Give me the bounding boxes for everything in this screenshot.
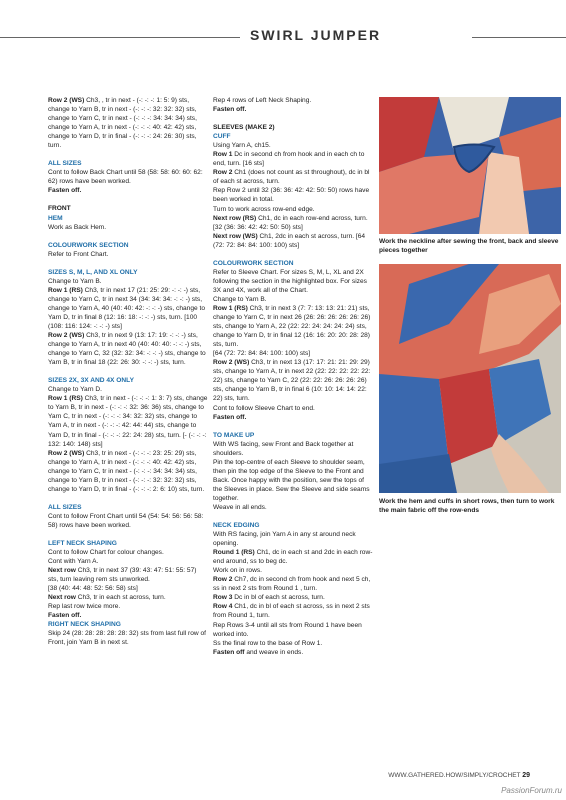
page-title: SWIRL JUMPER: [250, 27, 382, 43]
row-text: Ch3, , tr in next - (-: -: -: 1: 5: 9) sts, change to Yarn B, tr in next - (-: -: -: 32: 32: 32) sts, change to Yarn C, tr in next - (-: -: -: 34: 34: 34) sts, change to Yarn A, tr in next - (-: -: -: 40: 42: 42) sts, change to Yarn D, tr in final - (-: -: -: 24: 26: 30) sts, turn.: [48, 97, 197, 150]
row-text: Ch3, tr in each st across, turn.: [75, 594, 166, 602]
section-heading: NECK EDGING: [213, 522, 260, 530]
header-rule-right: [472, 37, 566, 38]
paragraph: Cont to follow Front Chart until 54 (54: 54: 56: 56: 58: 58) rows have been worked.: [48, 512, 204, 529]
section-heading: RIGHT NECK SHAPING: [48, 621, 121, 629]
section-heading: LEFT NECK SHAPING: [48, 539, 117, 547]
fasten-off: Fasten off.: [48, 612, 82, 620]
paragraph: Change to Yarn D.: [48, 386, 103, 394]
section-heading: ALL SIZES: [48, 503, 82, 511]
paragraph: [213, 150, 373, 168]
row-label: Row 2: [213, 576, 233, 584]
paragraph: [213, 214, 373, 232]
paragraph: Change to Yarn B.: [213, 295, 267, 303]
row-text: and weave in ends.: [244, 648, 304, 656]
row-label: Row 1 (RS): [213, 304, 248, 312]
row-label: Row 2 (WS): [48, 97, 85, 104]
paragraph: Refer to Sleeve Chart. For sizes S, M, L, XL and 2X following the section in the highlighted box. For sizes 3X and 4X, work all of the Chart.: [213, 268, 367, 294]
paragraph: [213, 575, 373, 593]
paragraph: [213, 232, 373, 250]
row-label: Row 1 (RS): [48, 286, 83, 294]
paragraph: Rep Row 2 until 32 (36: 36: 42: 42: 50: 50) rows have been worked in total.: [213, 187, 370, 204]
paragraph: [48, 593, 208, 602]
neckline-photo-illustration: [379, 97, 561, 234]
column-middle: [213, 96, 373, 657]
row-label: Row 2: [213, 169, 233, 177]
paragraph: [213, 358, 373, 403]
row-text: Ch3, tr in next - (-: -: -: 23: 25: 29) sts, change to Yarn A, tr in next - (-: -: -: 40: 42: 42) sts, change to Yarn C, tr in next - (-: -: -: 34: 34: 34) sts, change to Yarn B, tr in next - (-: -: -: 32: 32: 32) sts, change to Yarn D, tr in final - (-: -: -: 2: 6: 10) sts, turn.: [48, 449, 205, 493]
paragraph: [213, 648, 373, 657]
row-text: Ch1, dc in each st and 2dc in each row-end around, ss to beg dc.: [213, 549, 373, 566]
paragraph: Cont to follow Back Chart until 58 (58: 58: 60: 60: 62: 62) rows have been worked.: [48, 169, 203, 186]
row-label: Row 2 (WS): [48, 449, 85, 457]
paragraph: [48, 566, 208, 584]
column-left: [48, 96, 208, 648]
row-text: Ch3, tr in next 17 (21: 25: 29: -: -: -) sts, change to Yarn C, tr in next 34 (34: 34: 34: -: -: -) sts, change to Yarn A, 40 (40: 40: 42: -: -: -) sts, change to Yarn D, tr in final 8 (12: 16: 18: -: -: -) sts, turn. [100 (108: 116: 124: -: -: -) sts]: [48, 286, 205, 330]
section-heading: ALL SIZES: [48, 160, 82, 168]
paragraph: [64 (72: 72: 84: 84: 100: 100) sts]: [213, 350, 311, 358]
page-header: [0, 26, 566, 46]
fasten-off: Fasten off.: [213, 413, 247, 421]
section-heading: HEM: [48, 214, 63, 222]
paragraph: [48, 331, 208, 367]
paragraph: [213, 168, 373, 186]
row-text: Ch3, tr in next 9 (13: 17: 19: -: -: -) sts, change to Yarn A, tr in next 40 (40: 40: 40: -: -: -) sts, change to Yarn C, 32 (32: 32: 34: -: -: -) sts, change to Yarn B, tr in final 18 (22: 26: 30: -: -: -) sts, turn.: [48, 332, 206, 367]
row-text: Ch1, 2dc in each st across, turn. [64 (72: 72: 84: 84: 100: 100) sts]: [213, 232, 366, 249]
row-text: Ch3, tr in next 13 (17: 17: 21: 21: 29: 29) sts, change to Yarn A, tr in next 22 (22: 22: 22: 22: 22: 22) sts, change to Yarn C, 22 (22: 22: 26: 26: 26: 26) sts, change to Yarn B, tr in final 6 (10: 10: 14: 14: 22: 22) sts, turn.: [213, 359, 371, 403]
row-label: Round 1 (RS): [213, 549, 255, 557]
watermark: PassionForum.ru: [501, 786, 562, 795]
row-label: Next row: [48, 567, 76, 575]
footer-url: WWW.GATHERED.HOW/SIMPLY/CROCHET: [388, 772, 521, 779]
row-text: Ch1, dc in bl of each st across, ss in next 2 sts from Round 1, turn.: [213, 603, 370, 620]
paragraph: [48, 286, 208, 331]
paragraph: Pin the top-centre of each Sleeve to shoulder seam, then pin the top edge of the Sleeve to the Front and Back. Once happy with the position, sew the tops of the Sleeves in place. Sew the Sleeve and side seams together.: [213, 458, 370, 502]
section-heading: SIZES 2X, 3X AND 4X ONLY: [48, 377, 134, 385]
paragraph: Rep 4 rows of Left Neck Shaping.: [213, 97, 312, 104]
paragraph: Refer to Front Chart.: [48, 250, 109, 258]
paragraph: [213, 548, 373, 566]
paragraph: [38 (40: 44: 48: 52: 56: 58) sts]: [48, 585, 138, 593]
paragraph: Turn to work across row-end edge.: [213, 205, 315, 213]
paragraph: Using Yarn A, ch15.: [213, 142, 271, 150]
paragraph: [48, 394, 208, 448]
paragraph: Rep Rows 3-4 until all sts from Round 1 have been worked into.: [213, 621, 362, 638]
cuff-photo-illustration: [379, 264, 561, 493]
paragraph: Weave in all ends.: [213, 503, 267, 511]
paragraph: Change to Yarn B.: [48, 277, 102, 285]
section-heading: SLEEVES (MAKE 2): [213, 124, 275, 132]
paragraph: With RS facing, join Yarn A in any st around neck opening.: [213, 531, 356, 548]
row-text: Dc in second ch from hook and in each ch to end, turn. [16 sts]: [213, 151, 365, 168]
row-text: Ch3, tr in next 3 (7: 7: 13: 13: 21: 21) sts, change to Yarn C, tr in next 26 (26: 26: 26: 26: 26: 26) sts, change to Yarn A, 22 (22: 22: 24: 24: 24: 24) sts, change to Yarn D, tr in final 12 (16: 16: 20: 20: 28: 28) sts, turn.: [213, 304, 371, 349]
row-label: Row 2 (WS): [48, 332, 85, 340]
paragraph: Work on in rows.: [213, 567, 262, 575]
row-text: Ch1 (does not count as st throughout), dc in bl of each st across, turn.: [213, 169, 370, 186]
photo-caption: Work the hem and cuffs in short rows, then turn to work the main fabric off the row-ends: [379, 498, 555, 514]
row-label: Next row (WS): [213, 232, 258, 240]
paragraph: [48, 449, 208, 494]
row-text: Ch7, dc in second ch from hook and next 5 ch, ss in next 2 sts from Round 1 , turn.: [213, 576, 371, 593]
section-heading: FRONT: [48, 205, 71, 213]
cuff-photo: [379, 264, 561, 493]
row-text: Ch3, tr in next - (-: -: -: 1: 3: 7) sts, change to Yarn B, tr in next - (-: -: -: 32: 36: 36) sts, change to Yarn C, tr in next - (-: -: -: 34: 32: 32) sts, change to Yarn A, tr in next - (-: -: -: 42: 44: 44) sts, change to Yarn D, tr in final - (-: -: -: 22: 24: 28) sts, turn. [- (-: -: -: 132: 140: 148) sts]: [48, 395, 208, 448]
row-text: Ch1, dc in each row-end across, turn. [32 (36: 36: 42: 42: 50: 50) sts]: [213, 214, 368, 231]
row-label: Next row (RS): [213, 214, 257, 222]
paragraph: [213, 593, 373, 602]
paragraph: Cont with Yarn A.: [48, 558, 99, 566]
section-heading: CUFF: [213, 133, 231, 141]
paragraph: Ss the final row to the base of Row 1.: [213, 639, 323, 647]
row-label: Row 4: [213, 603, 233, 611]
paragraph: With WS facing, sew Front and Back together at shoulders.: [213, 440, 354, 457]
fasten-off: Fasten off.: [48, 187, 82, 195]
row-label: Row 1 (RS): [48, 395, 83, 403]
paragraph: [213, 304, 373, 349]
paragraph: Skip 24 (28: 28: 28: 28: 28: 32) sts from last full row of Front, join Yarn B in next st.: [48, 630, 206, 647]
row-text: Dc in bl of each st across, turn.: [232, 594, 325, 602]
neckline-photo: [379, 97, 561, 234]
header-rule-left: [0, 37, 240, 38]
page-footer: [388, 772, 530, 779]
row-label: Row 2 (WS): [213, 359, 250, 367]
section-heading: COLOURWORK SECTION: [48, 241, 129, 249]
photo-caption: Work the neckline after sewing the front, back and sleeve pieces together: [379, 238, 559, 254]
paragraph: Rep last row twice more.: [48, 603, 121, 611]
row-label: Next row: [48, 594, 76, 602]
fasten-off: Fasten off.: [213, 106, 247, 114]
section-heading: TO MAKE UP: [213, 431, 255, 439]
paragraph: [213, 602, 373, 620]
row-label: Row 3: [213, 594, 233, 602]
row-label: Fasten off: [213, 648, 245, 656]
paragraph: Cont to follow Chart for colour changes.: [48, 549, 164, 557]
page-number: 29: [522, 772, 530, 779]
row-text: Ch3, tr in next 37 (39: 43: 47: 51: 55: 57) sts, turn leaving rem sts unworked.: [48, 567, 197, 584]
section-heading: SIZES S, M, L, AND XL ONLY: [48, 268, 138, 276]
row-label: Row 1: [213, 151, 233, 159]
paragraph: [48, 96, 208, 150]
paragraph: Work as Back Hem.: [48, 223, 107, 231]
paragraph: Cont to follow Sleeve Chart to end.: [213, 404, 315, 412]
section-heading: COLOURWORK SECTION: [213, 259, 294, 267]
